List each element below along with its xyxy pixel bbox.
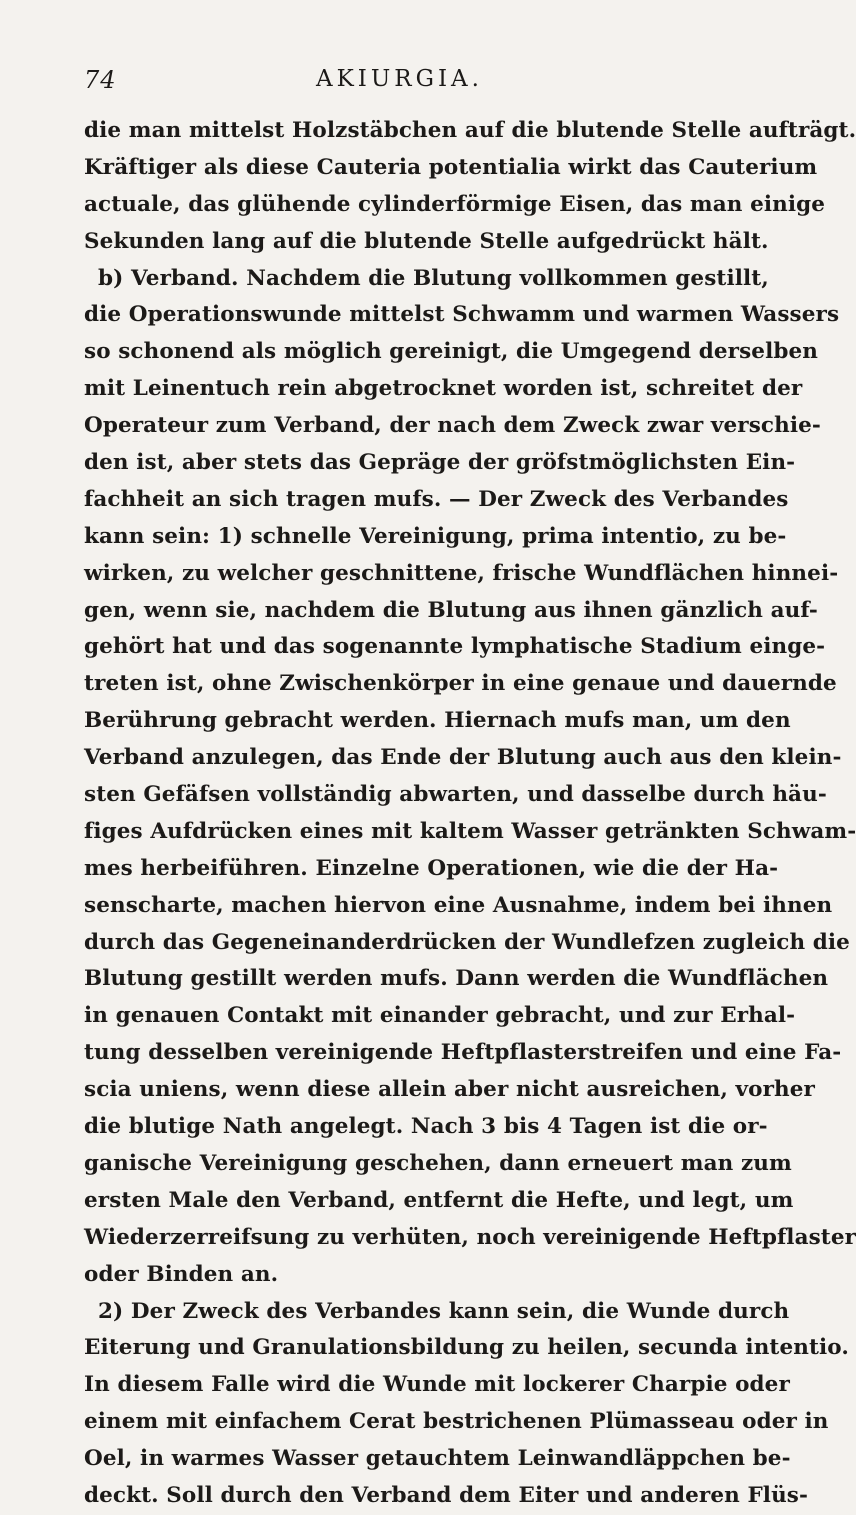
text-line: scia uniens, wenn diese allein aber nicht ausreichen, vorher <box>84 1077 815 1103</box>
text-line: in genauen Contakt mit einander gebracht, und zur Erhal- <box>84 1003 796 1029</box>
text-line: In diesem Falle wird die Wunde mit lockerer Charpie oder <box>84 1372 790 1398</box>
text-line: tung desselben vereinigende Heftpflasterstreifen und eine Fa- <box>84 1040 842 1066</box>
text-line: Berührung gebracht werden. Hiernach mufs man, um den <box>84 708 791 734</box>
text-line: ersten Male den Verband, entfernt die Hefte, und legt, um <box>84 1187 794 1213</box>
text-line: senscharte, machen hiervon eine Ausnahme, indem bei ihnen <box>84 892 833 918</box>
text-line: wirken, zu welcher geschnittene, frische Wundflächen hinnei- <box>84 560 839 586</box>
text-line: fachheit an sich tragen mufs. — Der Zweck des Verbandes <box>84 486 789 512</box>
text-line: 2) Der Zweck des Verbandes kann sein, die Wunde durch <box>98 1298 790 1324</box>
text-line: treten ist, ohne Zwischenkörper in eine genaue und dauernde <box>84 671 837 697</box>
text-line: Wiederzerreifsung zu verhüten, noch vereinigende Heftpflaster <box>84 1224 856 1250</box>
text-line: oder Binden an. <box>84 1261 279 1287</box>
text-line: gen, wenn sie, nachdem die Blutung aus ihnen gänzlich auf- <box>84 597 818 623</box>
text-line: Blutung gestillt werden mufs. Dann werden die Wundflächen <box>84 966 829 992</box>
text-line: sten Gefäfsen vollständig abwarten, und dasselbe durch häu- <box>84 782 827 808</box>
text-line: actuale, das glühende cylinderförmige Eisen, das man einige <box>84 191 826 217</box>
text-line: Sekunden lang auf die blutende Stelle aufgedrückt hält. <box>84 228 769 254</box>
page-number: 74 <box>84 66 117 94</box>
text-line: figes Aufdrücken eines mit kaltem Wasser getränkten Schwam- <box>84 818 856 844</box>
text-line: deckt. Soll durch den Verband dem Eiter und anderen Flüs- <box>84 1482 809 1508</box>
text-line: mit Leinentuch rein abgetrocknet worden ist, schreitet der <box>84 376 803 402</box>
text-line: gehört hat und das sogenannte lymphatische Stadium einge- <box>84 634 826 660</box>
text-line: Eiterung und Granulationsbildung zu heilen, secunda intentio. <box>84 1335 849 1361</box>
text-line: b) Verband. Nachdem die Blutung vollkommen gestillt, <box>98 265 769 291</box>
text-line: kann sein: 1) schnelle Vereinigung, prima intentio, zu be- <box>84 523 787 549</box>
text-line: mes herbeiführen. Einzelne Operationen, wie die der Ha- <box>84 855 779 881</box>
text-line: die Operationswunde mittelst Schwamm und warmen Wassers <box>84 302 840 328</box>
text-line: ganische Vereinigung geschehen, dann erneuert man zum <box>84 1150 792 1176</box>
text-line: die man mittelst Holzstäbchen auf die blutende Stelle aufträgt. <box>84 118 856 143</box>
text-line: einem mit einfachem Cerat bestrichenen Plümasseau oder in <box>84 1409 829 1435</box>
body-text <box>84 113 856 1515</box>
text-line: so schonend als möglich gereinigt, die Umgegend derselben <box>84 339 819 365</box>
text-line: Verband anzulegen, das Ende der Blutung auch aus den klein- <box>84 745 842 771</box>
text-line: die blutige Nath angelegt. Nach 3 bis 4 Tagen ist die or- <box>84 1114 768 1140</box>
text-line: den ist, aber stets das Gepräge der gröfstmöglichsten Ein- <box>84 450 796 476</box>
text-line: Operateur zum Verband, der nach dem Zweck zwar verschie- <box>84 413 821 439</box>
text-line: durch das Gegeneinanderdrücken der Wundlefzen zugleich die <box>84 929 850 955</box>
running-title: AKIURGIA. <box>316 66 483 92</box>
text-line: Oel, in warmes Wasser getauchtem Leinwandläppchen be- <box>84 1446 791 1472</box>
text-line: Kräftiger als diese Cauteria potentialia wirkt das Cauterium <box>84 154 818 180</box>
page-header <box>84 66 724 98</box>
